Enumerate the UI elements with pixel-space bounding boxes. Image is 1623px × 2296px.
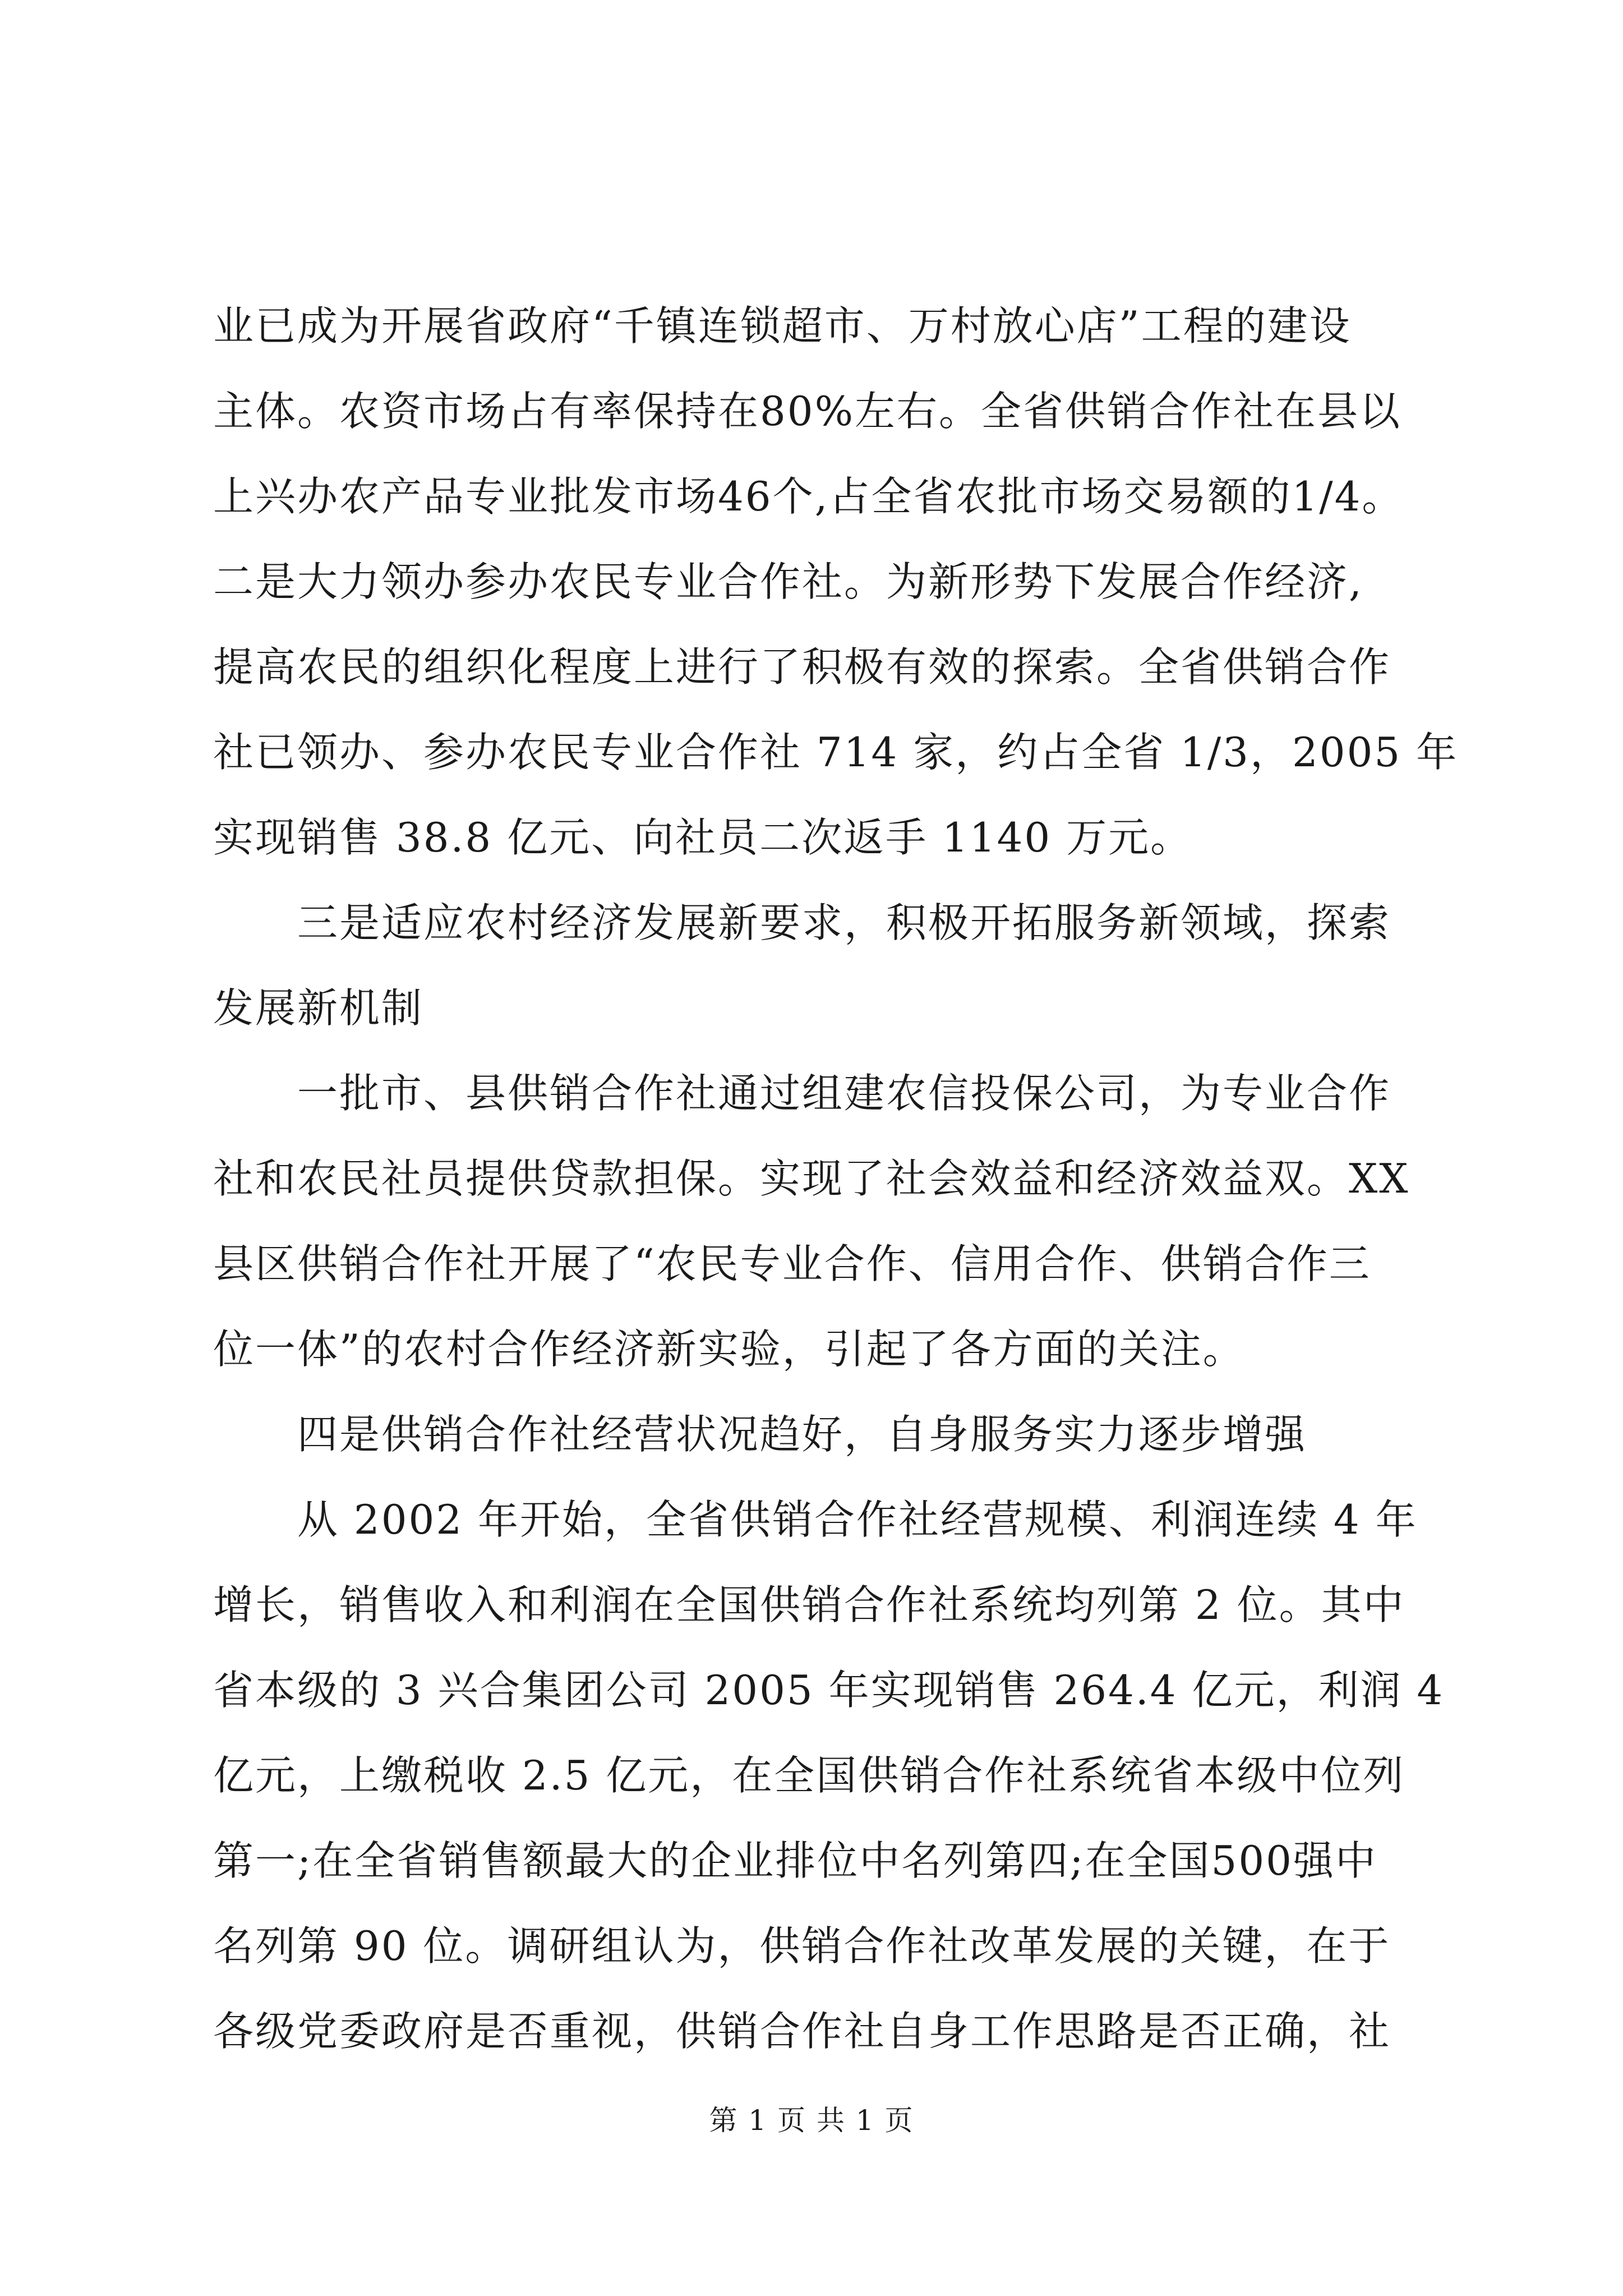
text-line: 县区供销合作社开展了“农民专业合作、信用合作、供销合作三 bbox=[213, 1240, 1371, 1287]
text-line: 第一;在全省销售额最大的企业排位中名列第四;在全国500强中 bbox=[213, 1837, 1377, 1884]
text-line: 从 2002 年开始，全省供销合作社经营规模、利润连续 4 年 bbox=[297, 1496, 1418, 1543]
text-line: 三是适应农村经济发展新要求，积极开拓服务新领域，探索 bbox=[297, 899, 1391, 946]
text-line: 增长，销售收入和利润在全国供销合作社系统均列第 2 位。其中 bbox=[213, 1581, 1405, 1628]
text-line: 四是供销合作社经营状况趋好，自身服务实力逐步增强 bbox=[297, 1411, 1307, 1458]
text-line: 实现销售 38.8 亿元、向社员二次返手 1140 万元。 bbox=[213, 814, 1193, 861]
text-line: 省本级的 3 兴合集团公司 2005 年实现销售 264.4 亿元，利润 4 bbox=[213, 1667, 1445, 1714]
text-line: 二是大力领办参办农民专业合作社。为新形势下发展合作经济, bbox=[213, 558, 1363, 605]
page-footer: 第 1 页 共 1 页 bbox=[709, 2104, 914, 2137]
text-line: 名列第 90 位。调研组认为，供销合作社改革发展的关键，在于 bbox=[213, 1922, 1391, 1970]
document-body bbox=[213, 283, 1459, 2074]
text-line: 一批市、县供销合作社通过组建农信投保公司，为专业合作 bbox=[297, 1070, 1391, 1117]
text-line: 主体。农资市场占有率保持在80%左右。全省供销合作社在县以 bbox=[213, 388, 1402, 435]
text-line: 亿元，上缴税收 2.5 亿元，在全国供销合作社系统省本级中位列 bbox=[213, 1752, 1405, 1799]
text-line: 社已领办、参办农民专业合作社 714 家，约占全省 1/3，2005 年 bbox=[213, 729, 1459, 776]
text-line: 提高农民的组织化程度上进行了积极有效的探索。全省供销合作 bbox=[213, 643, 1391, 691]
text-line: 发展新机制 bbox=[213, 984, 424, 1032]
text-line: 各级党委政府是否重视，供销合作社自身工作思路是否正确，社 bbox=[213, 2008, 1391, 2055]
text-line: 位一体”的农村合作经济新实验，引起了各方面的关注。 bbox=[213, 1326, 1245, 1373]
text-line: 上兴办农产品专业批发市场46个,占全省农批市场交易额的1/4。 bbox=[213, 473, 1404, 520]
text-line: 业已成为开展省政府“千镇连锁超市、万村放心店”工程的建设 bbox=[213, 302, 1352, 349]
text-line: 社和农民社员提供贷款担保。实现了社会效益和经济效益双。XX bbox=[213, 1155, 1410, 1202]
